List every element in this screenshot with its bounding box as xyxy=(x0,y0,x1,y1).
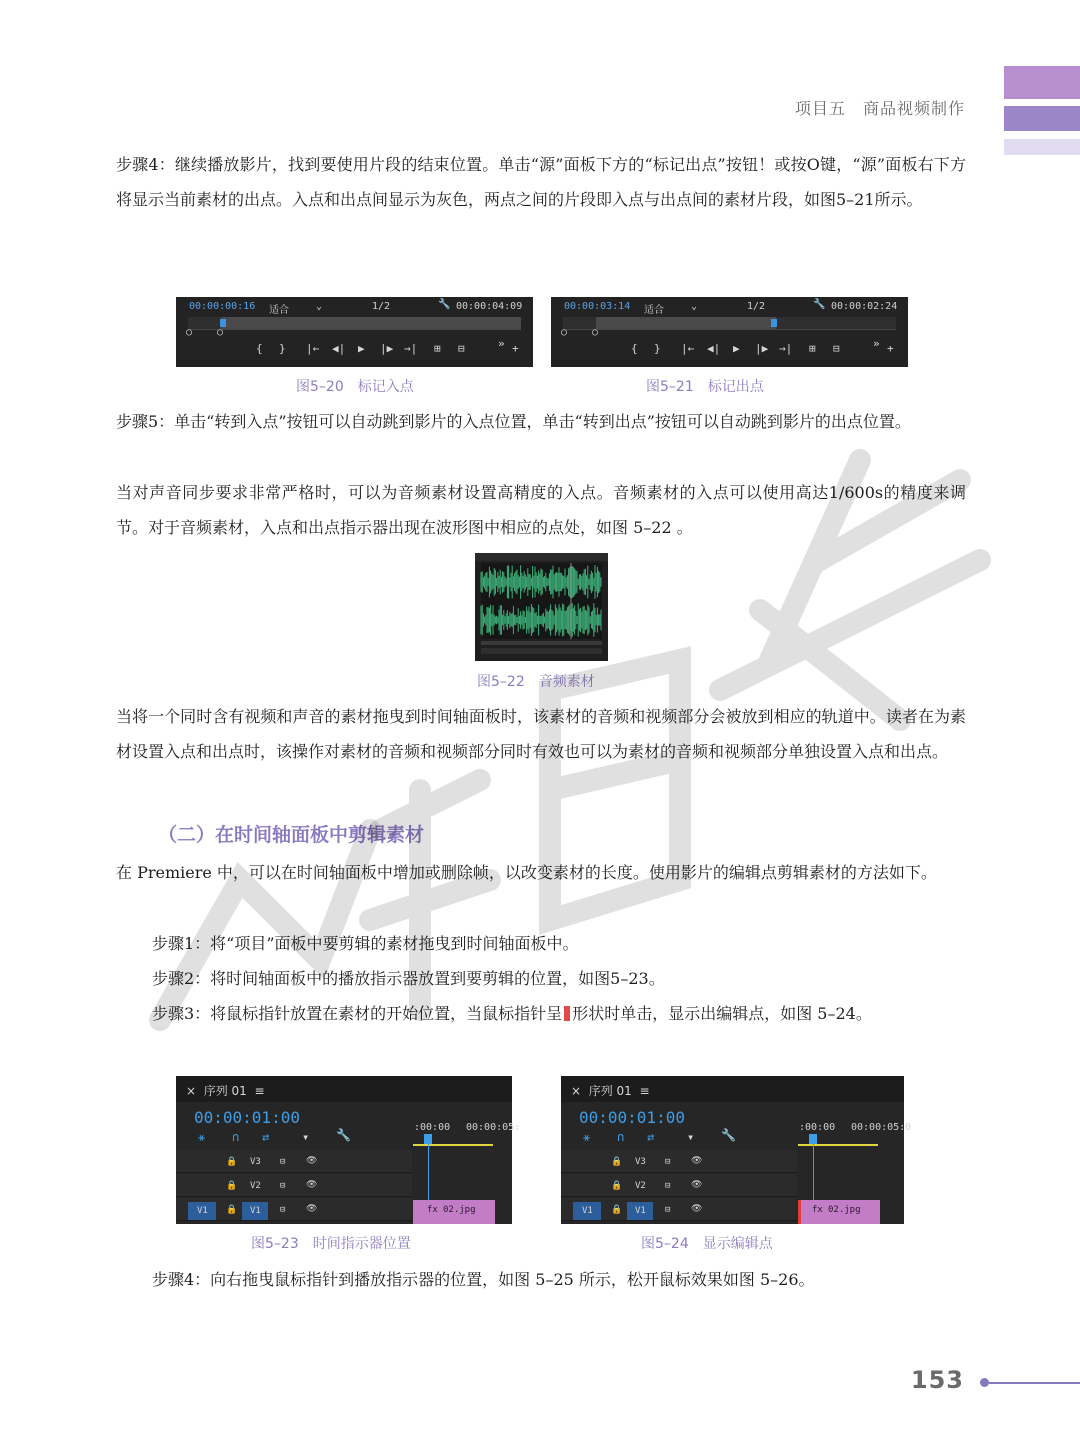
lock-icon[interactable]: 🔒 xyxy=(226,1157,238,1167)
clip-label: 02.jpg xyxy=(443,1205,476,1215)
snap-icon[interactable]: ∩ xyxy=(232,1130,240,1144)
marker-icon[interactable]: ▾ xyxy=(687,1130,695,1144)
lock-icon[interactable]: 🔒 xyxy=(226,1205,238,1215)
chapter-header: 项目五 商品视频制作 xyxy=(794,99,965,118)
duration: 00:00:04:09 xyxy=(456,301,523,312)
track-v3 xyxy=(176,1150,412,1173)
lock-icon[interactable]: 🔒 xyxy=(611,1157,623,1167)
source-patch-label: V1 xyxy=(197,1206,208,1216)
header-accent-bar-3 xyxy=(1004,139,1080,155)
footer-line xyxy=(989,1382,1080,1384)
nest-icon[interactable]: ⚹ xyxy=(198,1130,206,1144)
wrench-icon[interactable]: 🔧 xyxy=(813,299,826,310)
audio-waveform xyxy=(481,563,602,639)
work-area-bar xyxy=(798,1144,878,1146)
track-label-v2[interactable]: V2 xyxy=(250,1181,261,1191)
paragraph-step4: 步骤4：继续播放影片，找到要使用片段的结束位置。单击“源”面板下方的“标记出点”按钮！或按O键，“源”面板右下方将显示当前素材的出点。入点和出点间显示为灰色，两点之间的片段即入点与出点间的素材片段，如图5–21所示。 xyxy=(116,155,966,209)
resolution-dropdown[interactable]: 1/2 xyxy=(372,301,391,312)
current-time[interactable]: 00:00:01:00 xyxy=(194,1108,300,1127)
fit-dropdown[interactable]: 适合 xyxy=(644,305,664,316)
playhead-marker[interactable] xyxy=(771,319,777,327)
lock-icon[interactable]: 🔒 xyxy=(611,1205,623,1215)
insert-icon[interactable]: ⊞ xyxy=(434,342,441,355)
marker-icon[interactable]: ▾ xyxy=(302,1130,310,1144)
mark-out-button[interactable]: } xyxy=(279,342,286,355)
caption-5-23: 图5–23 时间指示器位置 xyxy=(251,1236,411,1252)
track-v2 xyxy=(176,1174,412,1197)
track-label-v1: V1 xyxy=(250,1206,261,1216)
timecode: 00:00:03:14 xyxy=(564,301,631,312)
sync-lock-icon[interactable]: ⊟ xyxy=(280,1205,286,1215)
clip-label: 02.jpg xyxy=(828,1205,861,1215)
lock-icon[interactable]: 🔒 xyxy=(226,1181,238,1191)
figure-5-21-source-panel xyxy=(551,297,908,367)
menu-icon[interactable]: ≡ xyxy=(254,1084,265,1098)
caption-5-21: 图5–21 标记出点 xyxy=(646,379,764,395)
footer-dot xyxy=(980,1378,989,1387)
section-heading: （二）在时间轴面板中剪辑素材 xyxy=(158,824,425,846)
in-point-marker-icon: ○ xyxy=(186,327,193,338)
in-out-range xyxy=(596,317,776,329)
goto-in-button[interactable]: |← xyxy=(681,342,695,355)
chevron-down-icon[interactable]: ⌄ xyxy=(316,301,323,312)
panel-title-bar xyxy=(475,553,608,561)
sequence-tab[interactable] xyxy=(186,1082,265,1099)
eye-icon[interactable]: 👁 xyxy=(691,1204,703,1214)
paragraph-step4-drag: 步骤4：向右拖曳鼠标指针到播放指示器的位置，如图 5–25 所示，松开鼠标效果如图 5–26。 xyxy=(152,1270,815,1289)
paragraph-step1: 步骤1：将“项目”面板中要剪辑的素材拖曳到时间轴面板中。 xyxy=(152,934,579,953)
menu-icon[interactable]: ≡ xyxy=(639,1084,650,1098)
more-button[interactable]: » xyxy=(498,337,505,350)
caption-5-20: 图5–20 标记入点 xyxy=(296,379,414,395)
audio-time-ruler xyxy=(481,641,602,645)
figure-5-20-source-panel xyxy=(176,297,533,367)
sequence-tab[interactable] xyxy=(571,1082,650,1099)
header-accent-bar-1 xyxy=(1004,66,1080,99)
audio-controls xyxy=(481,648,602,654)
ruler-5s: 00:00:05:0 xyxy=(851,1122,912,1133)
sync-lock-icon[interactable]: ⊟ xyxy=(665,1157,671,1167)
ruler-start: :00:00 xyxy=(414,1122,451,1133)
current-time[interactable]: 00:00:01:00 xyxy=(579,1108,685,1127)
figure-5-24-timeline xyxy=(561,1076,912,1224)
lock-icon[interactable]: 🔒 xyxy=(611,1181,623,1191)
clip-02-jpg[interactable]: fx 02.jpg xyxy=(413,1200,495,1224)
step-back-button[interactable]: ◀| xyxy=(332,342,346,355)
goto-out-button[interactable]: →| xyxy=(404,342,418,355)
source-patch-label: V1 xyxy=(582,1206,593,1216)
play-button[interactable]: ▶ xyxy=(358,342,365,355)
sync-lock-icon[interactable]: ⊟ xyxy=(280,1181,286,1191)
in-point-marker-icon: ○ xyxy=(561,327,568,338)
track-v2 xyxy=(561,1174,797,1197)
chevron-down-icon[interactable]: ⌄ xyxy=(691,301,698,312)
close-icon[interactable]: × xyxy=(571,1084,582,1098)
ruler-start: :00:00 xyxy=(799,1122,836,1133)
trim-cursor-icon xyxy=(564,1006,570,1021)
more-button[interactable]: » xyxy=(873,337,880,350)
paragraph-drag-to-timeline: 当将一个同时含有视频和声音的素材拖曳到时间轴面板时，该素材的音频和视频部分会被放到相应的轨道中。读者在为素材设置入点和出点时，该操作对素材的音频和视频部分同时有效也可以为素材的音频和视频部分单独设置入点和出点。 xyxy=(116,707,966,761)
paragraph-audio-precision: 当对声音同步要求非常严格时，可以为音频素材设置高精度的入点。音频素材的入点可以使用高达1/600s的精度来调节。对于音频素材，入点和出点指示器出现在波形图中相应的点处，如图 5–22 。 xyxy=(116,483,966,537)
track-label-v2[interactable]: V2 xyxy=(635,1181,646,1191)
duration: 00:00:02:24 xyxy=(831,301,898,312)
edit-point-indicator xyxy=(798,1200,801,1224)
track-v3 xyxy=(561,1150,797,1173)
caption-5-22: 图5–22 音频素材 xyxy=(477,674,595,690)
linked-selection-icon[interactable]: ⇄ xyxy=(647,1130,655,1144)
add-button[interactable]: + xyxy=(512,342,519,355)
out-point-marker-icon: ○ xyxy=(592,327,599,338)
overwrite-icon[interactable]: ⊟ xyxy=(458,342,465,355)
paragraph-step5: 步骤5：单击“转到入点”按钮可以自动跳到影片的入点位置，单击“转到出点”按钮可以自动跳到影片的出点位置。 xyxy=(116,412,911,431)
wrench-icon[interactable]: 🔧 xyxy=(721,1128,736,1142)
linked-selection-icon[interactable]: ⇄ xyxy=(262,1130,270,1144)
wrench-icon[interactable]: 🔧 xyxy=(336,1128,351,1142)
clip-02-jpg[interactable]: fx 02.jpg xyxy=(798,1200,880,1224)
paragraph-intro: 在 Premiere 中，可以在时间轴面板中增加或删除帧，以改变素材的长度。使用影片的编辑点剪辑素材的方法如下。 xyxy=(116,863,937,882)
figure-5-22-audio-panel xyxy=(475,553,608,661)
eye-icon[interactable]: 👁 xyxy=(691,1156,703,1166)
caption-5-24: 图5–24 显示编辑点 xyxy=(641,1236,773,1252)
sync-lock-icon[interactable]: ⊟ xyxy=(280,1157,286,1167)
close-icon[interactable]: × xyxy=(186,1084,197,1098)
resolution-dropdown[interactable]: 1/2 xyxy=(747,301,766,312)
play-button[interactable]: ▶ xyxy=(733,342,740,355)
step-forward-button[interactable]: |▶ xyxy=(755,342,769,355)
goto-out-button[interactable]: →| xyxy=(779,342,793,355)
paragraph-step2: 步骤2：将时间轴面板中的播放指示器放置到要剪辑的位置，如图5–23。 xyxy=(152,969,665,988)
goto-in-button[interactable]: |← xyxy=(306,342,320,355)
mark-in-button[interactable]: { xyxy=(631,342,638,355)
timecode: 00:00:00:16 xyxy=(189,301,256,312)
step3-text: 步骤3：将鼠标指针放置在素材的开始位置，当鼠标指针呈 xyxy=(152,1004,563,1023)
mark-in-button[interactable]: { xyxy=(256,342,263,355)
sequence-tab-label: 序列 01 xyxy=(203,1084,247,1098)
step3-text-end: 形状时单击，显示出编辑点，如图 5–24。 xyxy=(572,1004,872,1023)
playhead-marker[interactable] xyxy=(220,319,226,327)
mark-out-button[interactable]: } xyxy=(654,342,661,355)
wrench-icon[interactable]: 🔧 xyxy=(438,299,451,310)
sync-lock-icon[interactable]: ⊟ xyxy=(665,1205,671,1215)
snap-icon[interactable]: ∩ xyxy=(617,1130,625,1144)
nest-icon[interactable]: ⚹ xyxy=(583,1130,591,1144)
ruler-5s: 00:00:05: xyxy=(466,1122,521,1133)
eye-icon[interactable]: 👁 xyxy=(691,1180,703,1190)
add-button[interactable]: + xyxy=(887,342,894,355)
out-point-marker-icon: ○ xyxy=(217,327,224,338)
page-number: 153 xyxy=(910,1366,964,1394)
header-accent-bar-2 xyxy=(1004,106,1080,131)
sync-lock-icon[interactable]: ⊟ xyxy=(665,1181,671,1191)
overwrite-icon[interactable]: ⊟ xyxy=(833,342,840,355)
eye-icon[interactable]: 👁 xyxy=(306,1180,318,1190)
step-back-button[interactable]: ◀| xyxy=(707,342,721,355)
eye-icon[interactable]: 👁 xyxy=(306,1156,318,1166)
sequence-tab-label: 序列 01 xyxy=(588,1084,632,1098)
insert-icon[interactable]: ⊞ xyxy=(809,342,816,355)
track-label-v3[interactable]: V3 xyxy=(250,1157,261,1167)
figure-5-23-timeline xyxy=(176,1076,521,1224)
paragraph-step3 xyxy=(152,996,966,1031)
in-out-range xyxy=(221,317,521,329)
track-label-v3[interactable]: V3 xyxy=(635,1157,646,1167)
step-forward-button[interactable]: |▶ xyxy=(380,342,394,355)
track-label-v1: V1 xyxy=(635,1206,646,1216)
eye-icon[interactable]: 👁 xyxy=(306,1204,318,1214)
fit-dropdown[interactable]: 适合 xyxy=(269,305,289,316)
work-area-bar xyxy=(413,1144,493,1146)
